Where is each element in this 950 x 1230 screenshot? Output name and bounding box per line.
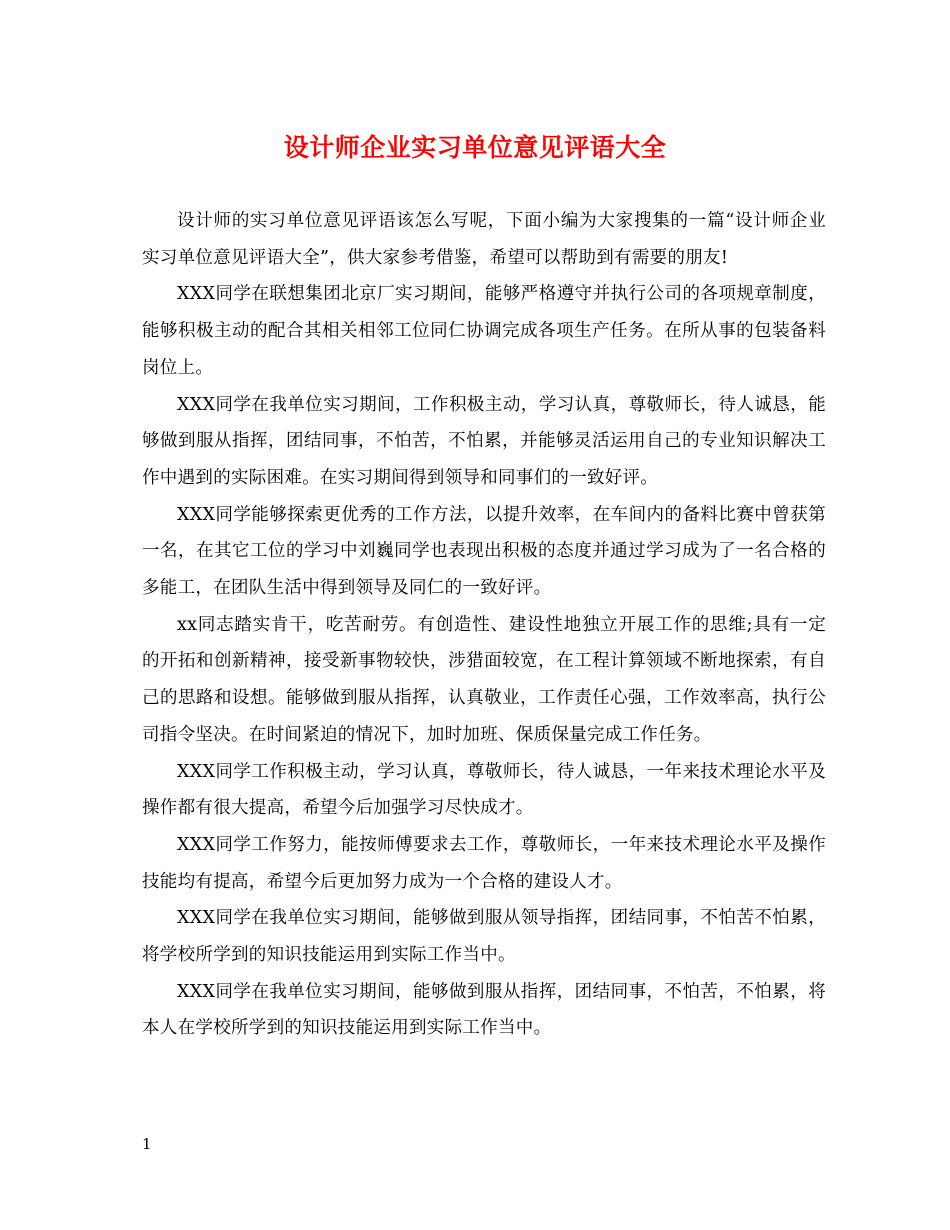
page-number: 1 [142, 1135, 152, 1153]
paragraph-comment-1: XXX同学在联想集团北京厂实习期间，能够严格遵守并执行公司的各项规章制度，能够积极主动的配合其相关相邻工位同仁协调完成各项生产任务。在所从事的包装备料岗位上。 [142, 284, 826, 378]
paragraph-comment-6: XXX同学工作努力，能按师傅要求去工作，尊敬师长，一年来技术理论水平及操作技能均有提高，希望今后更加努力成为一个合格的建设人才。 [142, 834, 826, 892]
paragraph-comment-7: XXX同学在我单位实习期间，能够做到服从领导指挥，团结同事，不怕苦不怕累，将学校所学到的知识技能运用到实际工作当中。 [142, 908, 826, 966]
document-title: 设计师企业实习单位意见评语大全 [283, 133, 667, 162]
paragraph-comment-2: XXX同学在我单位实习期间，工作积极主动，学习认真，尊敬师长，待人诚恳，能够做到服从指挥，团结同事，不怕苦，不怕累，并能够灵活运用自己的专业知识解决工作中遇到的实际困难。在实习期间得到领导和同事们的一致好评。 [142, 394, 826, 488]
paragraph-comment-3: XXX同学能够探索更优秀的工作方法，以提升效率，在车间内的备料比赛中曾获第一名，在其它工位的学习中刘巍同学也表现出积极的态度并通过学习成为了一名合格的多能工，在团队生活中得到领导及同仁的一致好评。 [142, 504, 826, 599]
paragraph-comment-5: XXX同学工作积极主动，学习认真，尊敬师长，待人诚恳，一年来技术理论水平及操作都有很大提高，希望今后加强学习尽快成才。 [142, 761, 826, 819]
paragraph-comment-4: xx同志踏实肯干，吃苦耐劳。有创造性、建设性地独立开展工作的思维;具有一定的开拓和创新精神，接受新事物较快，涉猎面较宽，在工程计算领域不断地探索，有自己的思路和设想。能够做到服从指挥，认真敬业，工作责任心强，工作效率高，执行公司指令坚决。在时间紧迫的情况下，加时加班、保质保量完成工作任务。 [142, 614, 826, 745]
document-body [142, 203, 826, 1047]
paragraph-intro: 设计师的实习单位意见评语该怎么写呢，下面小编为大家搜集的一篇“设计师企业实习单位意见评语大全”，供大家参考借鉴，希望可以帮助到有需要的朋友! [142, 211, 826, 268]
paragraph-comment-8: XXX同学在我单位实习期间，能够做到服从指挥，团结同事，不怕苦，不怕累，将本人在学校所学到的知识技能运用到实际工作当中。 [142, 981, 826, 1039]
